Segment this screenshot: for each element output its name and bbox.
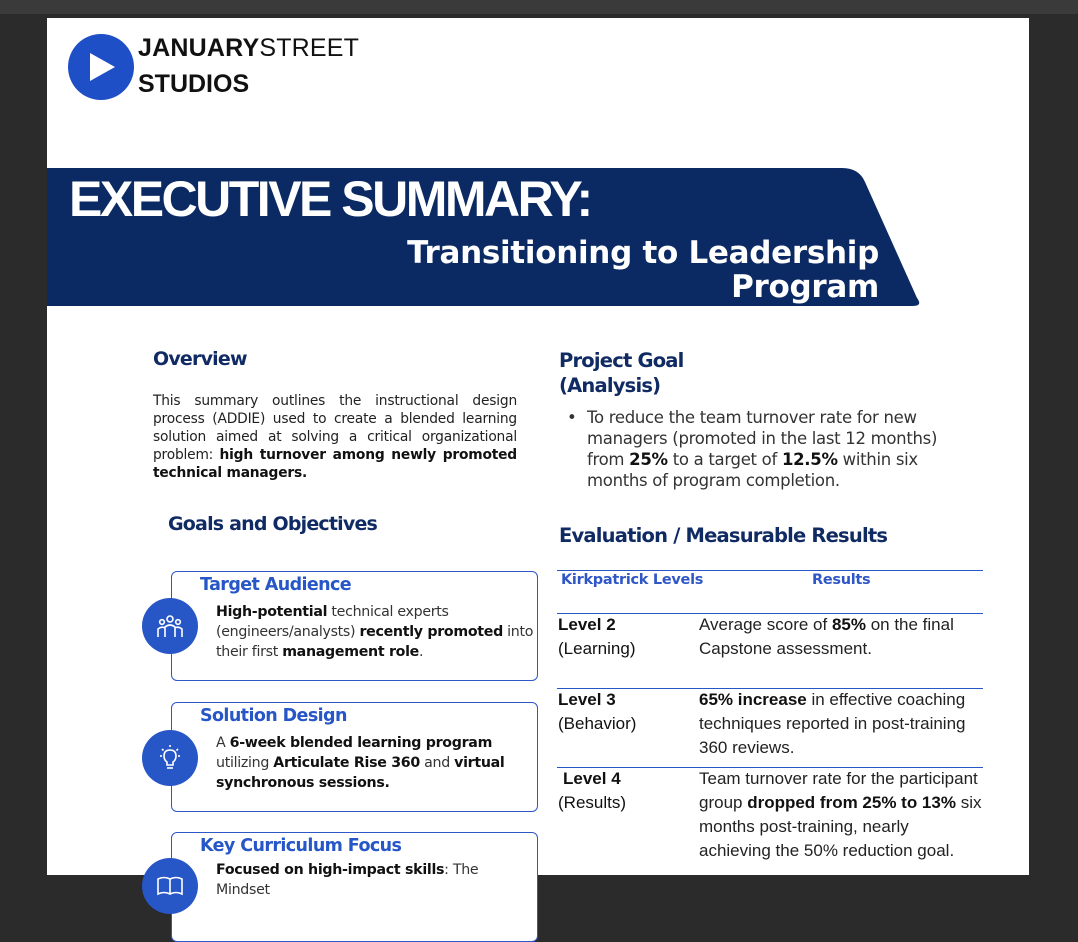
logo-brand-line2: STUDIOS (138, 70, 250, 98)
card-text (216, 602, 534, 662)
table-row-result (699, 767, 983, 863)
project-goal-list (567, 407, 977, 491)
text-run: technical experts (engineers/analysts) (216, 604, 449, 640)
text-run: Team turnover rate for the participant group (699, 769, 978, 812)
text-run: into their first (216, 624, 534, 660)
bold-text-run: 25% (629, 450, 668, 469)
logo-brand-line1: JANUARYSTREET (138, 34, 360, 62)
evaluation-heading: Evaluation / Measurable Results (559, 524, 888, 547)
table-row-level: Level 4 (Results) (558, 769, 627, 812)
people-group-icon (142, 598, 198, 654)
text-run: A (216, 735, 230, 751)
goals-heading: Goals and Objectives (168, 513, 378, 535)
table-row-level: Level 3 (Behavior) (558, 690, 637, 733)
text-run: and (419, 755, 455, 771)
bold-text-run: virtual synchronous sessions. (216, 755, 505, 791)
text-run: : The Mindset (216, 862, 479, 898)
page-subtitle: Transitioning to Leadership Program (407, 235, 879, 305)
text-run: utilizing (216, 755, 274, 771)
text-run: to a target of (667, 450, 782, 469)
viewer-top-bar (0, 0, 1078, 14)
bold-text-run: Focused on high-impact skills (216, 862, 445, 878)
text-run: on the final Capstone assessment. (699, 615, 954, 658)
card-target-audience (171, 571, 538, 681)
table-row-result (699, 613, 983, 661)
text-run: within six months of program completion. (587, 450, 918, 490)
table-row-level: Level 2 (Learning) (558, 615, 636, 658)
book-icon (142, 858, 198, 914)
card-solution-design (171, 702, 538, 812)
card-title: Solution Design (200, 706, 347, 726)
text-run: six months post-training, nearly achieving the 50% reduction goal. (699, 793, 982, 860)
text-run: in effective coaching techniques reported in post-training 360 reviews. (699, 690, 966, 757)
card-text (216, 733, 534, 793)
table-rule (557, 570, 983, 571)
bold-text-run: 85% (831, 615, 866, 634)
text-run: Average score of (699, 615, 832, 634)
bold-text-run: 6-week blended learning program (229, 735, 493, 751)
card-key-curriculum (171, 832, 538, 942)
project-goal-bullet (567, 407, 977, 491)
bold-text-run: Articulate Rise 360 (273, 755, 420, 771)
overview-text: This summary outlines the instructional design process (ADDIE) used to create a blended learning solution aimed at solving a critical organizational problem: high turnover among newly promoted technical managers. (153, 393, 517, 481)
document-page (47, 18, 1029, 898)
text-run: . (418, 644, 424, 660)
card-title: Key Curriculum Focus (200, 836, 402, 856)
bold-text-run: 65% increase (699, 690, 807, 709)
bold-text-run: 12.5% (781, 450, 838, 469)
page-title: EXECUTIVE SUMMARY: (69, 171, 591, 227)
bold-text-run: management role (282, 644, 419, 660)
project-goal-heading: Project Goal (Analysis) (559, 349, 684, 397)
text-run: To reduce the team turnover rate for new managers (promoted in the last 12 months) from (587, 408, 938, 469)
bold-text-run: High-potential (216, 604, 328, 620)
table-header-results: Results (812, 572, 871, 588)
overview-heading: Overview (153, 348, 247, 370)
bold-text-run: recently promoted (359, 624, 503, 640)
bold-text-run: dropped from 25% to 13% (747, 793, 956, 812)
card-text (216, 860, 534, 900)
logo-play-icon (68, 34, 134, 100)
card-title: Target Audience (200, 575, 352, 595)
table-row-result (699, 688, 983, 760)
lightbulb-icon (142, 730, 198, 786)
table-header-levels: Kirkpatrick Levels (561, 572, 704, 588)
